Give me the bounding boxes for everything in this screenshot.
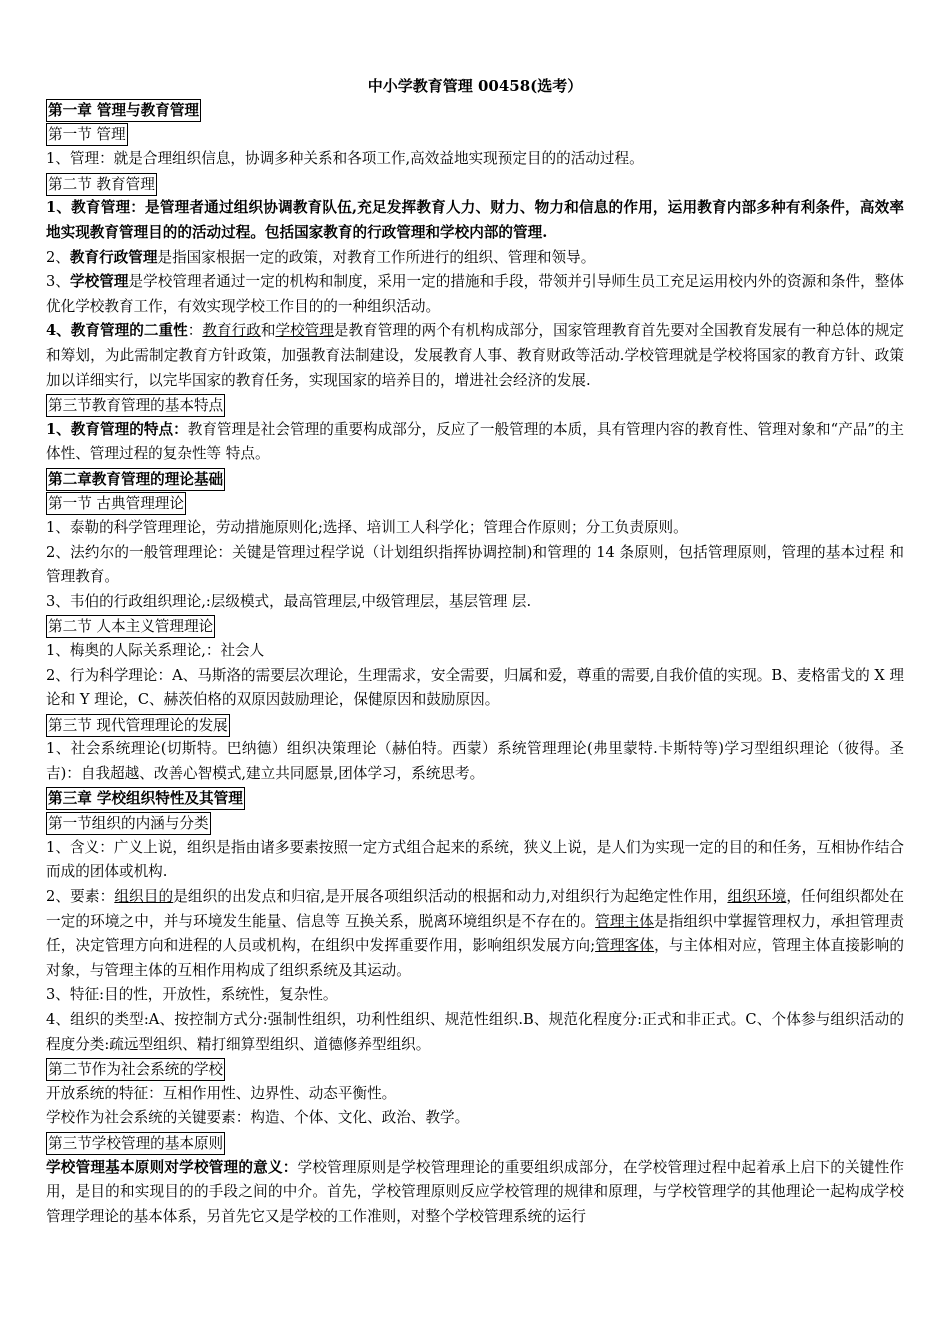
paragraph-text: 2、要素： bbox=[46, 888, 115, 905]
paragraph: 1、社会系统理论(切斯特。巴纳德）组织决策理论（赫伯特。西蒙）系统管理理论(弗里蒙特.卡斯特等)学习型组织理论（彼得。圣吉)：自我超越、改善心智模式,建立共同愿景,团体学习，系统思考。 bbox=[46, 740, 904, 783]
underlined-term: 组织目的 bbox=[114, 888, 174, 905]
paragraph: 1、管理：就是合理组织信息，协调多种关系和各项工作,高效益地实现预定目的的活动过程。 bbox=[46, 150, 644, 168]
paragraph: 1、梅奥的人际关系理论,：社会人 bbox=[46, 642, 265, 660]
bold-term: 教育行政管理 bbox=[69, 248, 158, 266]
paragraph bbox=[46, 196, 904, 245]
paragraph: 3、特征:目的性，开放性，系统性，复杂性。 bbox=[46, 986, 338, 1004]
chapter-heading: 第一章 管理与教育管理 bbox=[46, 99, 201, 122]
section-heading: 第二节 教育管理 bbox=[46, 173, 157, 196]
paragraph bbox=[46, 319, 904, 393]
paragraph bbox=[46, 885, 904, 983]
paragraph bbox=[46, 246, 904, 271]
paragraph: 2、行为科学理论：A、马斯洛的需要层次理论，生理需求，安全需要，归属和爱，尊重的需要,自我价值的实现。B、麦格雷戈的 X 理论和 Y 理论，C、赫茨伯格的双原因鼓励理论，保健原因和鼓励原因。 bbox=[46, 666, 904, 709]
bold-term: 4、教育管理的二重性 bbox=[46, 322, 188, 340]
section-heading: 第三节学校管理的基本原则 bbox=[46, 1132, 225, 1155]
paragraph-prefix: 2、 bbox=[46, 248, 70, 266]
paragraph: 开放系统的特征：互相作用性、边界性、动态平衡性。 bbox=[46, 1084, 397, 1102]
paragraph-text: 是学校管理者通过一定的机构和制度，采用一定的措施和手段，带领并引导师生员工充足运用校内外的资源和条件，整体优化学校教育工作，有效实现学校工作目的的一种组织活动。 bbox=[46, 273, 904, 315]
paragraph: 3、韦伯的行政组织理论,:层级模式，最高管理层,中级管理层，基层管理 层. bbox=[46, 592, 532, 610]
paragraph-text: 是指国家根据一定的政策，对教育工作所进行的组织、管理和领导。 bbox=[157, 248, 596, 266]
chapter-heading: 第三章 学校组织特性及其管理 bbox=[46, 787, 245, 810]
document-title: 中小学教育管理 00458(选考） bbox=[367, 77, 583, 95]
paragraph: 4、组织的类型:A、按控制方式分:强制性组织，功利性组织、规范性组织.B、规范化程度分:正式和非正式。C、个体参与组织活动的程度分类:疏远型组织、精打细算型组织、道德修养型组织。 bbox=[46, 1010, 904, 1053]
section-heading: 第一节组织的内涵与分类 bbox=[46, 812, 211, 835]
paragraph-text: 是组织的出发点和归宿,是开展各项组织活动的根据和动力,对组织行为起绝定性作用， bbox=[173, 888, 728, 905]
conjunction: 和 bbox=[260, 322, 276, 340]
section-heading: 第三节 现代管理理论的发展 bbox=[46, 714, 230, 737]
paragraph-prefix: 1、 bbox=[46, 420, 71, 438]
section-heading: 第一节 管理 bbox=[46, 123, 128, 146]
paragraph bbox=[46, 270, 904, 319]
paragraph-text: ，任何组织都处在一定的环境之中，并与环境发生能量、信息等 互换关系，脱离环境组织是不存在的。 bbox=[46, 888, 904, 930]
paragraph-text: 教育管理是社会管理的重要构成部分，反应了一般管理的本质，具有管理内容的教育性、管理对象和“产品”的主体性、管理过程的复杂性等 特点。 bbox=[46, 420, 904, 463]
section-heading: 第一节 古典管理理论 bbox=[46, 492, 186, 515]
paragraph: 1、泰勒的科学管理理论，劳动措施原则化;选择、培训工人科学化；管理合作原则；分工负责原则。 bbox=[46, 519, 688, 537]
underlined-term: 管理客体 bbox=[595, 937, 655, 955]
bold-term: 学校管理 bbox=[69, 273, 129, 291]
paragraph bbox=[46, 418, 904, 467]
bold-text: 教育管理：是管理者通过组织协调教育队伍,充足发挥教育人力、财力、物力和信息的作用，运用教育内部多种有利条件，高效率地实现教育管理目的的活动过程。包括国家教育的行政管理和学校内部的管理. bbox=[46, 199, 904, 241]
underlined-term: 组织环境 bbox=[727, 888, 787, 905]
paragraph-prefix: 1、 bbox=[46, 199, 72, 217]
bold-term: 学校管理基本原则对学校管理的意义： bbox=[46, 1158, 298, 1176]
paragraph-prefix: 3、 bbox=[46, 273, 70, 291]
colon: ： bbox=[187, 322, 203, 340]
paragraph-text: 是指组织中掌握管理权力，承担管理责任，决定管理方向和进程的人员或机构，在组织中发挥重要作用，影响组织发展方向; bbox=[46, 912, 904, 955]
paragraph bbox=[46, 1156, 904, 1230]
underlined-term: 管理主体 bbox=[595, 912, 654, 930]
underlined-term: 教育行政 bbox=[202, 322, 261, 340]
paragraph: 学校作为社会系统的关键要素：构造、个体、文化、政治、教学。 bbox=[46, 1109, 470, 1127]
section-heading: 第三节教育管理的基本特点 bbox=[46, 394, 225, 417]
paragraph-text: ，与主体相对应，管理主体直接影响的对象，与管理主体的互相作用构成了组织系统及其运动。 bbox=[46, 937, 904, 979]
paragraph-text: 学校管理原则是学校管理理论的重要组织成部分，在学校管理过程中起着承上启下的关键性作用，是目的和实现目的的手段之间的中介。首先，学校管理原则反应学校管理的规律和原理，与学校管理学的其他理论一起构成学校管理学理论的基本体系，另首先它又是学校的工作准则，对整个学校管理系统的运行 bbox=[46, 1158, 904, 1225]
paragraph-text: 是教育管理的两个有机构成部分，国家管理教育首先要对全国教育发展有一种总体的规定和筹划，为此需制定教育方针政策，加强教育法制建设，发展教育人事、教育财政等活动.学校管理就是学校将国家的教育方针、政策加以详细实行，以完毕国家的教育任务，实现国家的培养目的，增进社会经济的发展. bbox=[46, 322, 904, 389]
section-heading: 第二节作为社会系统的学校 bbox=[46, 1058, 225, 1081]
bold-term: 教育管理的特点： bbox=[70, 420, 188, 438]
paragraph: 2、法约尔的一般管理理论：关键是管理过程学说（计划组织指挥协调控制)和管理的 14 条原则，包括管理原则，管理的基本过程 和管理教育。 bbox=[46, 543, 904, 586]
underlined-term: 学校管理 bbox=[275, 322, 334, 340]
section-heading: 第二节 人本主义管理理论 bbox=[46, 615, 215, 638]
paragraph: 1、含义：广义上说，组织是指由诸多要素按照一定方式组合起来的系统，狭义上说，是人们为实现一定的目的和任务，互相协作结合而成的团体或机构. bbox=[46, 838, 904, 881]
chapter-heading: 第二章教育管理的理论基础 bbox=[46, 468, 225, 491]
